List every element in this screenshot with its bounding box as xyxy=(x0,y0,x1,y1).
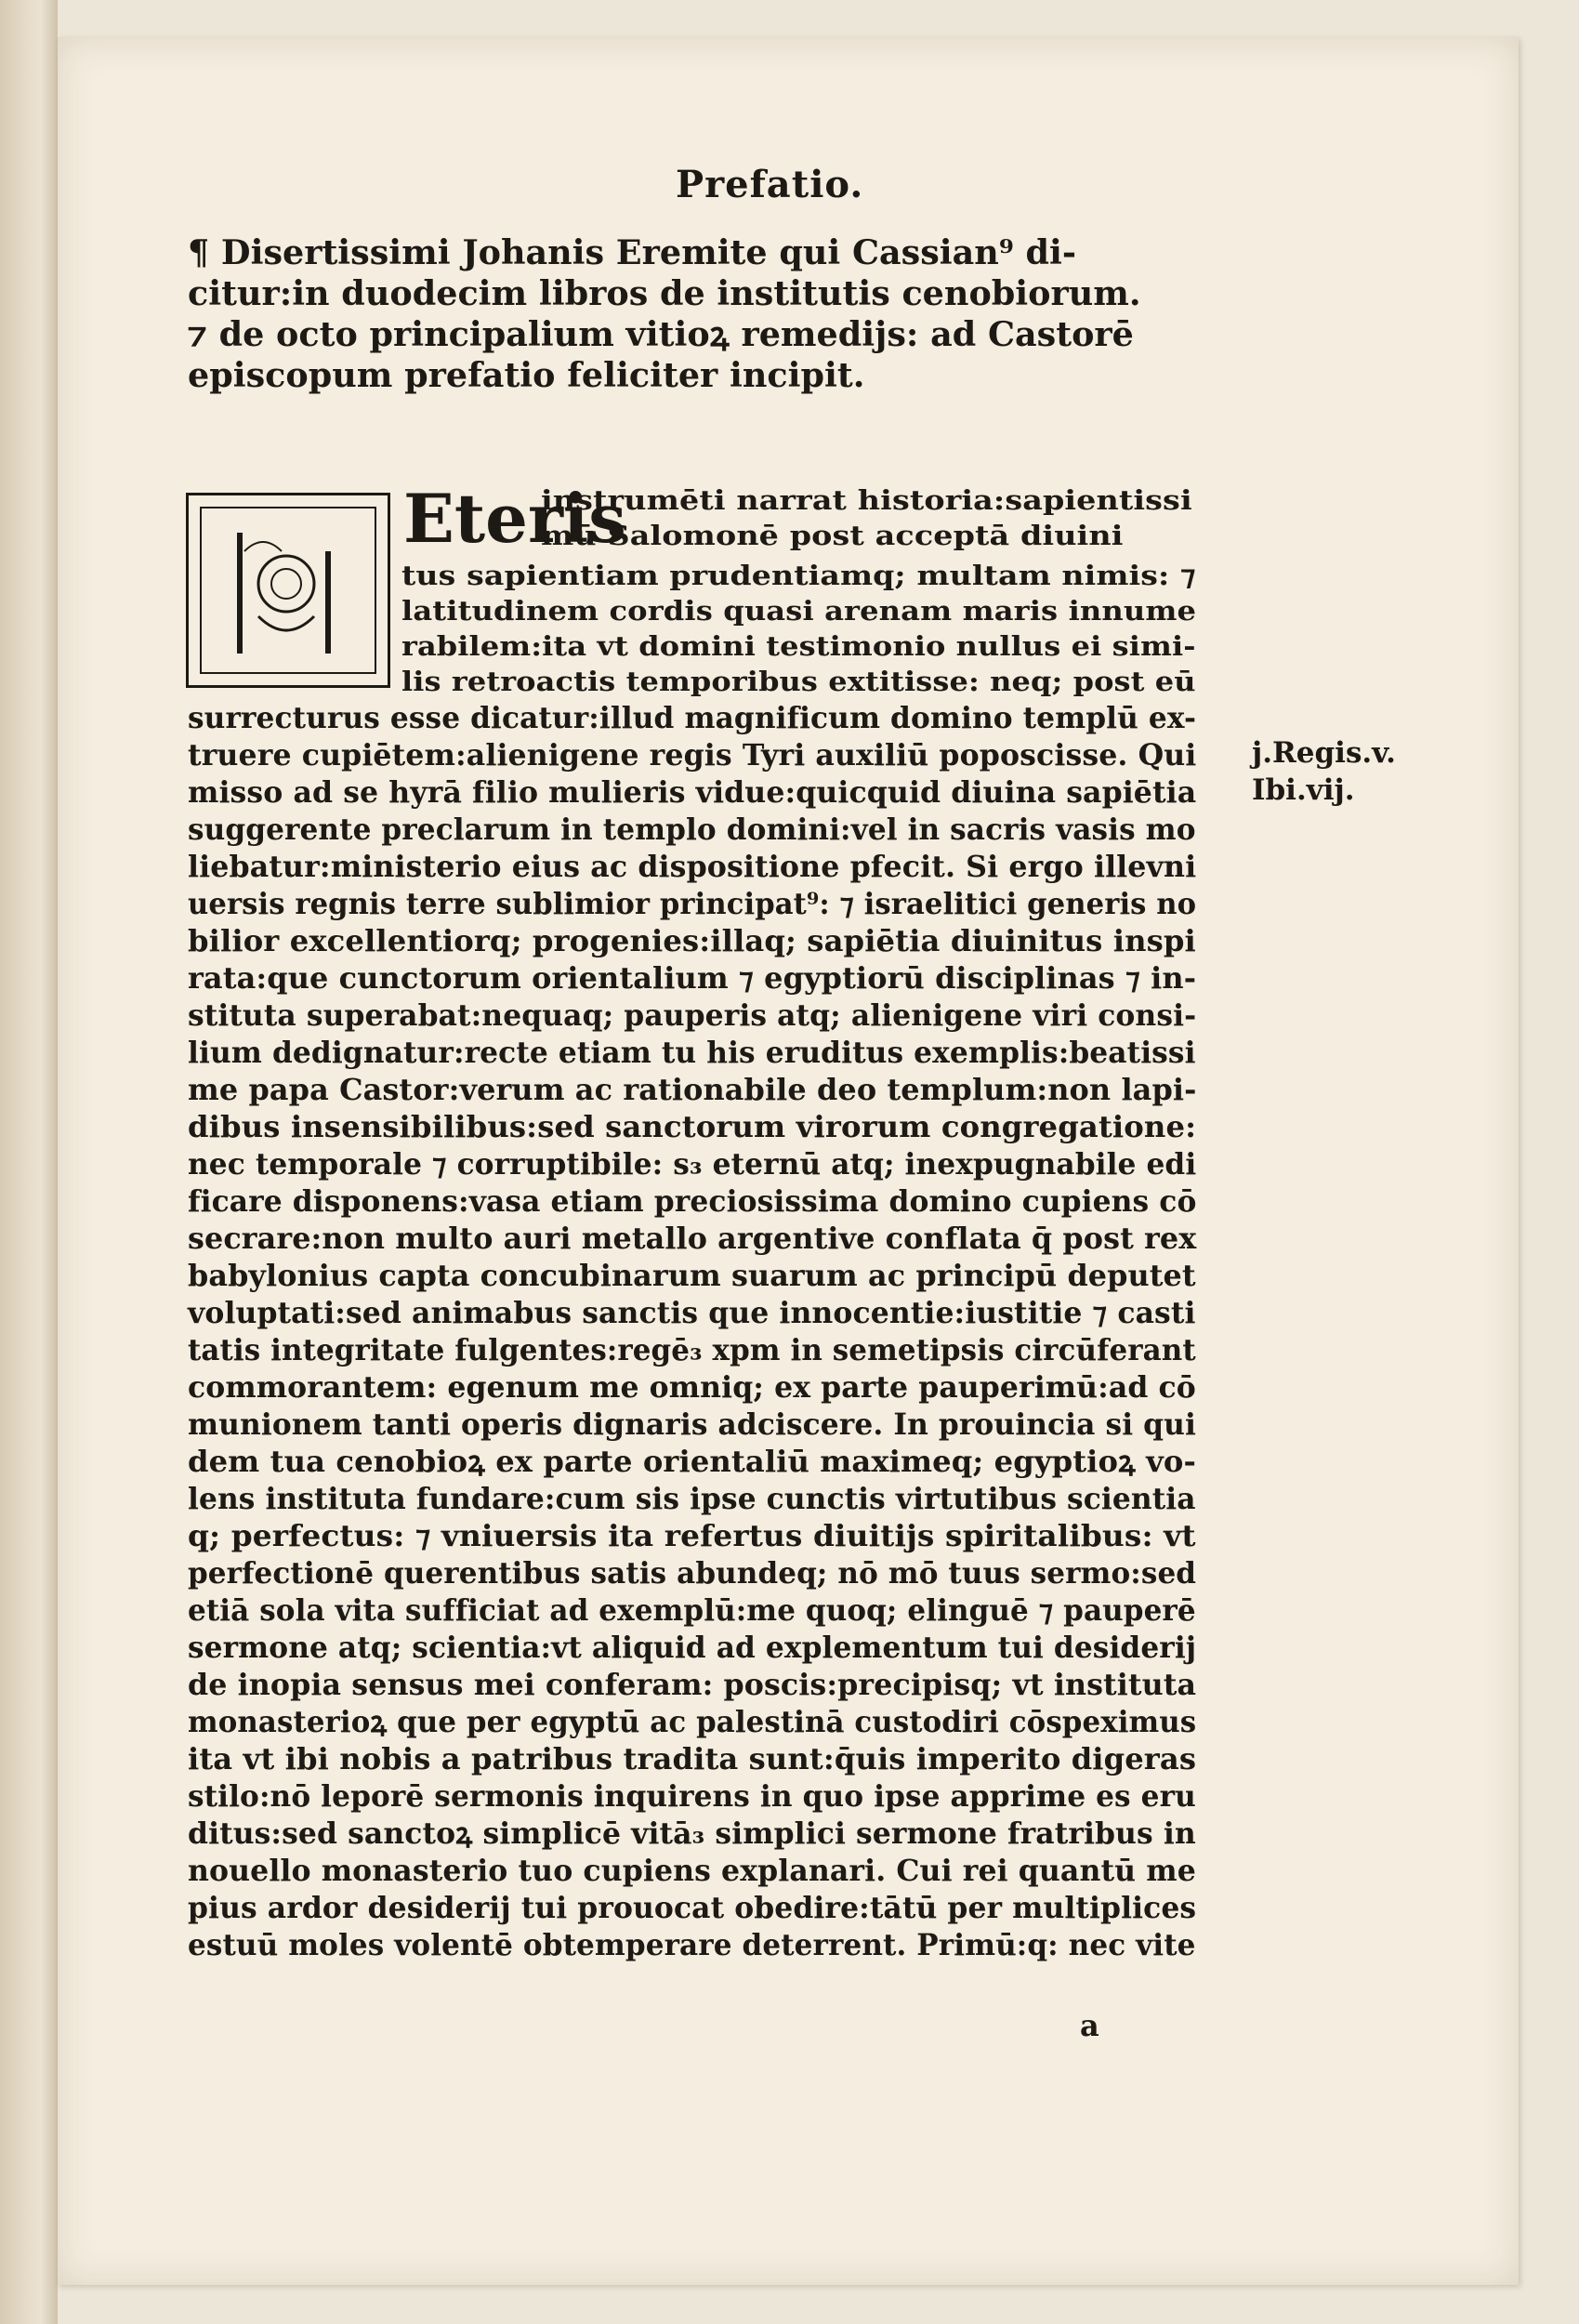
text-line: ficare disponens:vasa etiam preciosissima domino cupiens cō xyxy=(188,1184,1197,1219)
text-line: surrecturus esse dicatur:illud magnificum domino templū ex- xyxy=(188,701,1197,735)
text-line: estuū moles volentē obtemperare deterrent. Primū:q: nec vite xyxy=(188,1928,1196,1962)
text-line: tus sapientiam prudentiamq; multam nimis: ⁊ xyxy=(401,560,1196,591)
text-line: bilior excellentiorq; progenies:illaq; sapiētia diuinitus inspi xyxy=(188,924,1196,958)
text-line: rabilem:ita vt domini testimonio nullus ei simi- xyxy=(401,630,1196,662)
text-line: de inopia sensus mei conferam: poscis:precipisq; vt instituta xyxy=(188,1668,1197,1702)
text-line: voluptati:sed animabus sanctis que innocentie:iustitie ⁊ casti xyxy=(188,1296,1196,1330)
text-line: me papa Castor:verum ac rationabile deo templum:non lapi- xyxy=(188,1073,1197,1107)
text-line: latitudinem cordis quasi arenam maris innume xyxy=(401,595,1197,627)
text-line: uersis regnis terre sublimior principat⁹: ⁊ israelitici generis no xyxy=(188,887,1197,921)
text-line: monasterioꝝ que per egyptū ac palestinā custodiri cōspeximus xyxy=(188,1705,1197,1739)
text-line: stilo:nō leporē sermonis inquirens in quo ipse apprime es eru xyxy=(188,1779,1196,1814)
text-line: lens instituta fundare:cum sis ipse cunctis virtutibus scientia xyxy=(188,1482,1196,1516)
text-line: ita vt ibi nobis a patribus tradita sunt:q̄uis imperito digeras xyxy=(188,1742,1197,1776)
incipit-line: ¶ Disertissimi Johanis Eremite qui Cassian⁹ di- xyxy=(188,232,1077,272)
binding-gutter xyxy=(0,0,58,2324)
text-line: q; perfectus: ⁊ vniuersis ita refertus diuitijs spiritalibus: vt xyxy=(188,1519,1196,1553)
text-line: tatis integritate fulgentes:regē₃ xpm in semetipsis circūferant xyxy=(188,1333,1196,1367)
text-line: munionem tanti operis dignaris adciscere. In prouincia si qui xyxy=(188,1407,1196,1442)
text-line: mū Salomonē post acceptā diuini xyxy=(541,520,1124,551)
text-line: etiā sola vita sufficiat ad exemplū:me quoq; elinguē ⁊ pauperē xyxy=(188,1593,1196,1628)
marginal-note: j.Regis.v. xyxy=(1252,736,1396,770)
text-line: ditus:sed sanctoꝝ simplicē vitā₃ simplici sermone fratribus in xyxy=(188,1816,1196,1851)
text-line: stituta superabat:nequaq; pauperis atq; alienigene viri consi- xyxy=(188,998,1197,1033)
text-line: truere cupiētem:alienigene regis Tyri auxiliū poposcisse. Qui xyxy=(188,738,1197,772)
text-line: secrare:non multo auri metallo argentive conflata q̄ post rex xyxy=(188,1221,1197,1256)
text-line: misso ad se hyrā filio mulieris vidue:quicquid diuina sapiētia xyxy=(188,775,1197,810)
text-line: dibus insensibilibus:sed sanctorum virorum congregatione: xyxy=(188,1110,1197,1144)
incipit-line: episcopum prefatio feliciter incipit. xyxy=(188,355,865,395)
text-line: dem tua cenobioꝝ ex parte orientaliū maximeq; egyptioꝝ vo- xyxy=(188,1445,1196,1479)
opening-word: Eteris xyxy=(403,479,626,558)
marginal-note: Ibi.vij. xyxy=(1252,773,1355,807)
marginal-references xyxy=(1252,734,1396,809)
book-page xyxy=(58,37,1519,2285)
text-line: instrumēti narrat historia:sapientissi xyxy=(541,484,1192,516)
text-line: nouello monasterio tuo cupiens explanari. Cui rei quantū me xyxy=(188,1854,1196,1888)
incipit-line: citur:in duodecim libros de institutis cenobiorum. xyxy=(188,273,1141,313)
text-line: sermone atq; scientia:vt aliquid ad explementum tui desiderij xyxy=(188,1631,1197,1665)
text-line: liebatur:ministerio eius ac dispositione pfecit. Si ergo illevni xyxy=(188,850,1197,884)
text-line: babylonius capta concubinarum suarum ac principū deputet xyxy=(188,1259,1196,1293)
text-line: perfectionē querentibus satis abundeq; nō mō tuus sermo:sed xyxy=(188,1556,1197,1591)
body-text xyxy=(58,37,1519,2285)
incipit-line: ⁊ de octo principalium vitioꝝ remedijs: ad Castorē xyxy=(188,314,1134,354)
text-line: lis retroactis temporibus extitisse: neq; post eū xyxy=(401,666,1196,697)
text-line: commorantem: egenum me omniq; ex parte pauperimū:ad cō xyxy=(188,1370,1196,1405)
text-line: lium dedignatur:recte etiam tu his eruditus exemplis:beatissi xyxy=(188,1036,1196,1070)
text-line: nec temporale ⁊ corruptibile: s₃ eternū atq; inexpugnabile edi xyxy=(188,1147,1197,1182)
running-head: Prefatio. xyxy=(676,163,864,206)
text-line: pius ardor desiderij tui prouocat obedire:tātū per multiplices xyxy=(188,1891,1197,1925)
text-line: rata:que cunctorum orientalium ⁊ egyptiorū disciplinas ⁊ in- xyxy=(188,961,1197,996)
text-line: suggerente preclarum in templo domini:vel in sacris vasis mo xyxy=(188,812,1196,847)
signature-mark: a xyxy=(1080,2008,1099,2043)
